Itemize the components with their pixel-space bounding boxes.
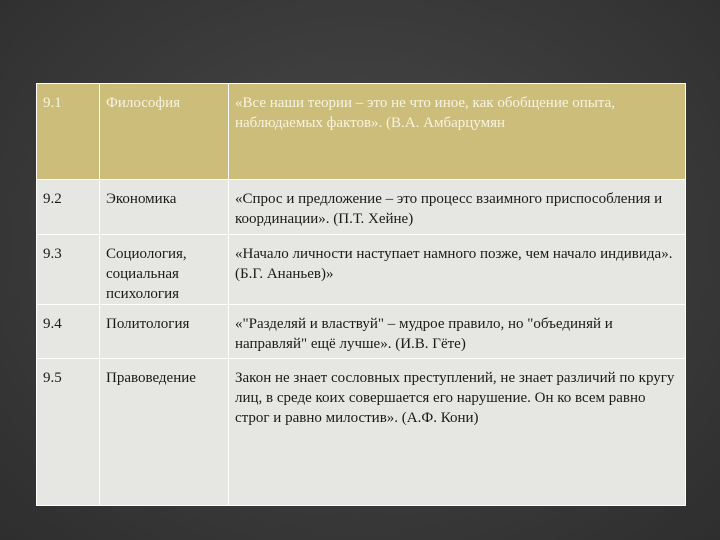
- table-row: [37, 305, 686, 359]
- row-number: 9.2: [37, 180, 100, 235]
- table-row: [37, 359, 686, 506]
- subject-cell: Философия: [100, 84, 229, 180]
- row-number: 9.5: [37, 359, 100, 506]
- subject-cell: Политология: [100, 305, 229, 359]
- quotes-table: [36, 83, 686, 506]
- row-number: 9.3: [37, 235, 100, 305]
- row-number: 9.4: [37, 305, 100, 359]
- table-row: [37, 235, 686, 305]
- subject-cell: Правоведение: [100, 359, 229, 506]
- table-row: [37, 180, 686, 235]
- table-row: [37, 84, 686, 180]
- quote-cell: «Начало личности наступает намного позже, чем начало индивида». (Б.Г. Ананьев)»: [229, 235, 686, 305]
- quote-cell: «"Разделяй и властвуй" – мудрое правило, но "объединяй и направляй" ещё лучше». (И.В. Гёте): [229, 305, 686, 359]
- quote-cell: «Спрос и предложение – это процесс взаимного приспособления и координации». (П.Т. Хейне): [229, 180, 686, 235]
- quote-cell: «Все наши теории – это не что иное, как обобщение опыта, наблюдаемых фактов». (В.А. Амбарцумян: [229, 84, 686, 180]
- subject-cell: Экономика: [100, 180, 229, 235]
- subject-cell: Социология, социальная психология: [100, 235, 229, 305]
- row-number: 9.1: [37, 84, 100, 180]
- quote-cell: Закон не знает сословных преступлений, не знает различий по кругу лиц, в среде коих совершается его нарушение. Он ко всем равно строг и равно милостив». (А.Ф. Кони): [229, 359, 686, 506]
